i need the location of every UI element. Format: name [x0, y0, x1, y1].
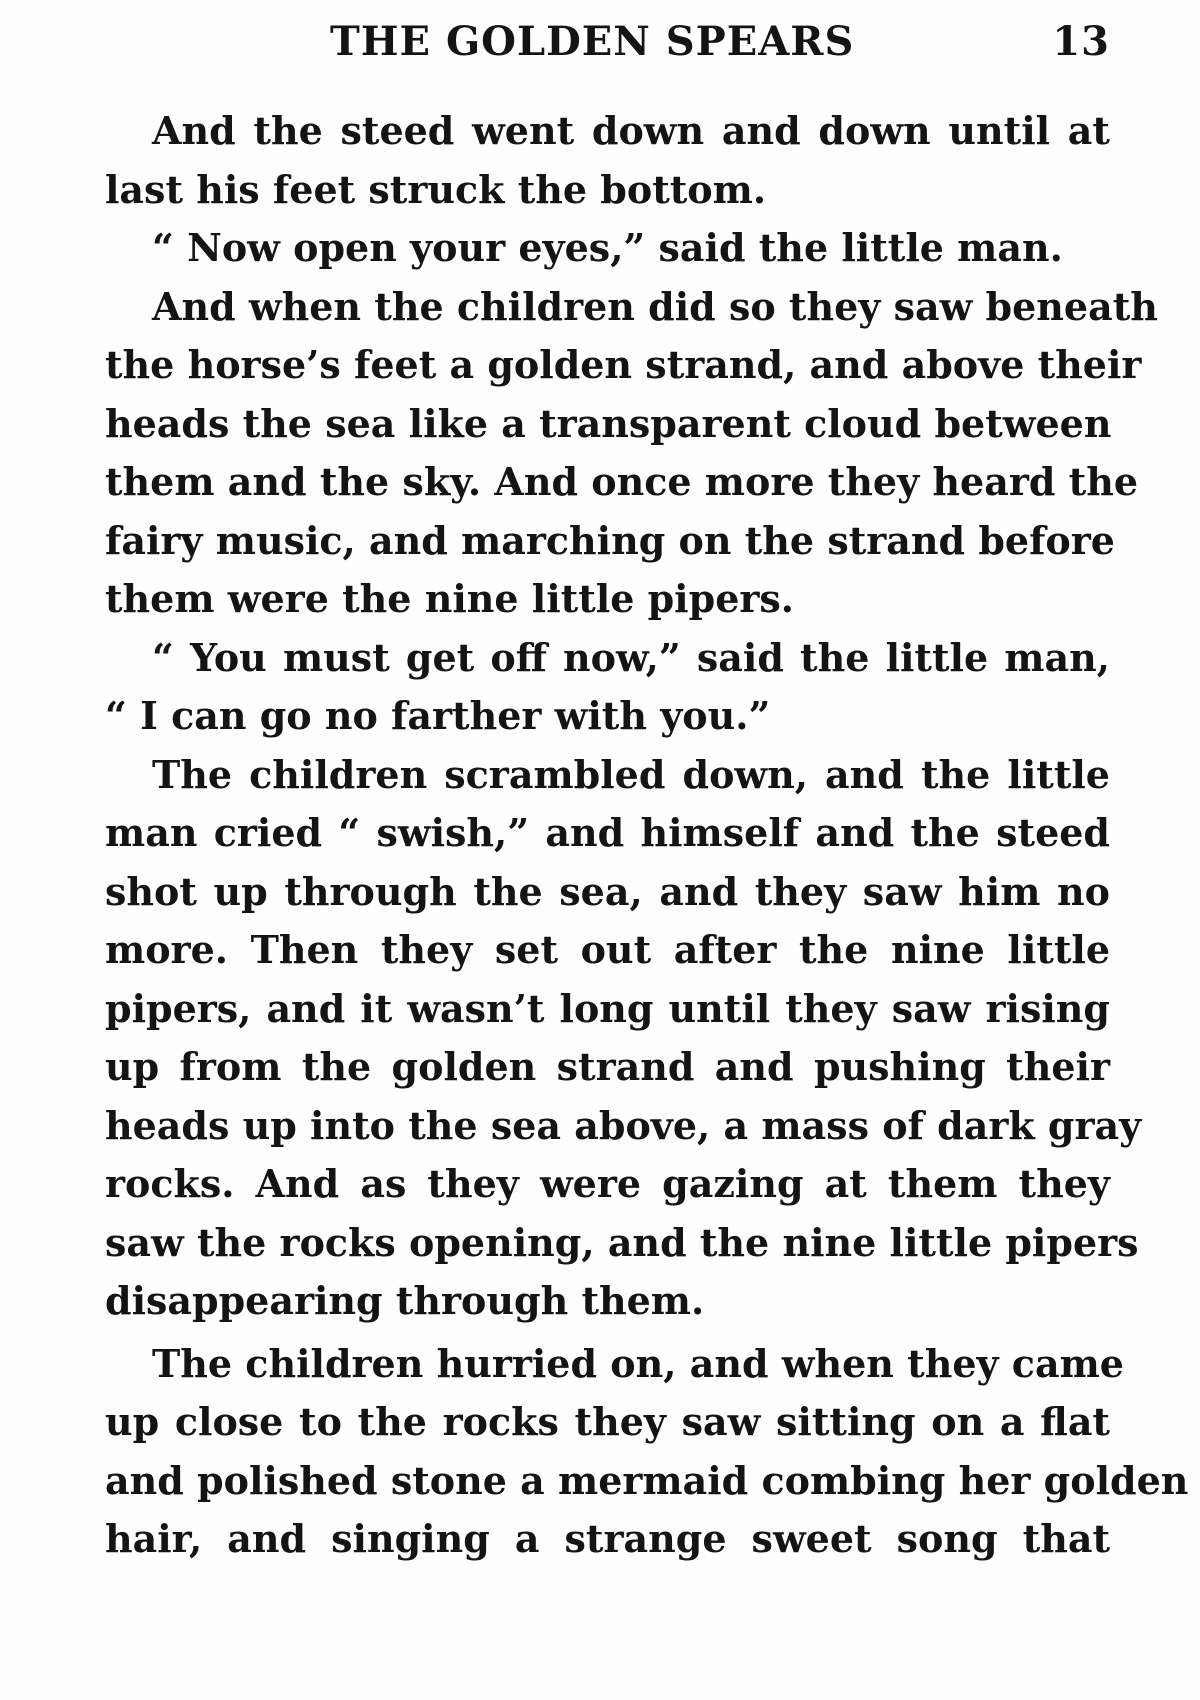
- page-number: 13: [1052, 18, 1110, 65]
- text-line: last his feet struck the bottom.: [105, 166, 767, 212]
- text-line: them and the sky. And once more they heard the: [105, 459, 1139, 504]
- text-line: “ I can go no farther with you.”: [105, 693, 771, 738]
- text-line: saw the rocks opening, and the nine little pipers: [105, 1219, 1139, 1265]
- text-line: heads the sea like a transparent cloud between: [105, 400, 1112, 446]
- text-line: the horse’s feet a golden strand, and above their: [105, 342, 1142, 387]
- text-line: The children hurried on, and when they came: [152, 1340, 1124, 1386]
- text-line: up close to the rocks they saw sitting on a flat: [105, 1399, 1110, 1444]
- text-line: pipers, and it wasn’t long until they saw rising: [105, 985, 1110, 1031]
- text-line: The children scrambled down, and the little: [152, 751, 1110, 797]
- text-line: “ You must get off now,” said the little man,: [152, 634, 1110, 680]
- text-line: heads up into the sea above, a mass of dark gray: [105, 1102, 1142, 1148]
- text-line: them were the nine little pipers.: [105, 576, 795, 621]
- text-line: “ Now open your eyes,” said the little man.: [152, 225, 1063, 270]
- text-line: And the steed went down and down until at: [152, 108, 1110, 153]
- text-line: disappearing through them.: [105, 1278, 705, 1323]
- text-line: shot up through the sea, and they saw him no: [105, 868, 1110, 914]
- running-title: THE GOLDEN SPEARS: [330, 18, 855, 65]
- text-line: And when the children did so they saw beneath: [152, 283, 1158, 329]
- text-line: more. Then they set out after the nine little: [105, 927, 1110, 972]
- text-line: and polished stone a mermaid combing her golden: [105, 1457, 1189, 1503]
- text-line: hair, and singing a strange sweet song that: [105, 1516, 1110, 1561]
- body-text: [105, 102, 1189, 1569]
- text-line: fairy music, and marching on the strand before: [105, 517, 1115, 563]
- text-line: rocks. And as they were gazing at them they: [105, 1161, 1110, 1206]
- running-head: [300, 18, 1110, 68]
- text-line: man cried “ swish,” and himself and the steed: [105, 810, 1110, 855]
- text-line: up from the golden strand and pushing their: [105, 1044, 1110, 1089]
